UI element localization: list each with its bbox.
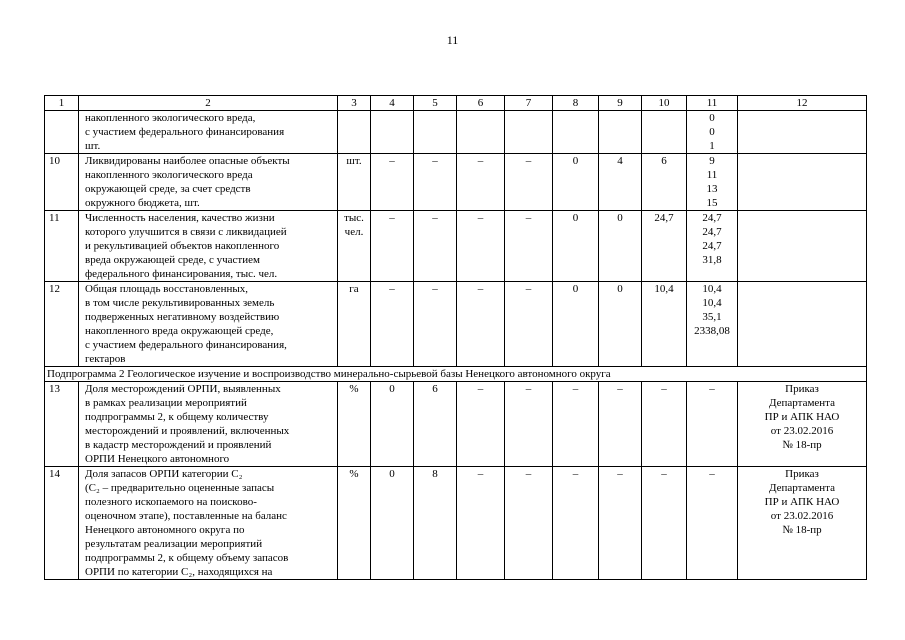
row-value: – xyxy=(505,382,553,467)
row-value: – xyxy=(371,282,414,367)
row-value: – xyxy=(505,467,553,580)
table-row xyxy=(45,282,867,367)
row-value: – xyxy=(599,382,642,467)
row-value-multi: 0 0 1 xyxy=(687,111,738,154)
row-description: Ликвидированы наиболее опасные объекты накопленного экологического вреда окружающей среде, за счет средств окружного бюджета, шт. xyxy=(79,154,338,211)
row-unit: % xyxy=(338,467,371,580)
row-source xyxy=(738,282,867,367)
row-description: накопленного экологического вреда, с участием федерального финансирования шт. xyxy=(79,111,338,154)
row-description: Доля месторождений ОРПИ, выявленных в рамках реализации мероприятий подпрограммы 2, к общему количеству месторождений и проявлений, включенных в кадастр месторождений и проявлений ОРПИ Ненецкого автономного xyxy=(79,382,338,467)
row-value xyxy=(371,111,414,154)
row-value: 10,4 xyxy=(642,282,687,367)
row-value: – xyxy=(553,382,599,467)
row-value: – xyxy=(414,282,457,367)
row-source: Приказ Департамента ПР и АПК НАО от 23.02.2016 № 18-пр xyxy=(738,467,867,580)
page-number: 11 xyxy=(446,33,459,47)
row-value: 24,7 xyxy=(642,211,687,282)
row-value xyxy=(505,111,553,154)
row-value: 4 xyxy=(599,154,642,211)
row-value: 0 xyxy=(553,211,599,282)
row-value xyxy=(457,111,505,154)
row-description: Численность населения, качество жизни которого улучшится в связи с ликвидацией и рекультивацией объектов накопленного вреда окружающей среде, с участием федерального финансирования, тыс. чел. xyxy=(79,211,338,282)
row-value: 0 xyxy=(553,154,599,211)
row-value: – xyxy=(414,154,457,211)
row-value: 0 xyxy=(599,211,642,282)
header-cell: 4 xyxy=(371,96,414,111)
table-row xyxy=(45,154,867,211)
row-value: – xyxy=(457,282,505,367)
header-cell: 12 xyxy=(738,96,867,111)
row-value: – xyxy=(371,211,414,282)
row-source xyxy=(738,154,867,211)
row-value xyxy=(553,111,599,154)
row-value: 0 xyxy=(599,282,642,367)
header-cell: 7 xyxy=(505,96,553,111)
header-cell: 9 xyxy=(599,96,642,111)
row-value-multi: 10,4 10,4 35,1 2338,08 xyxy=(687,282,738,367)
row-value: – xyxy=(553,467,599,580)
row-number xyxy=(45,111,79,154)
row-value: – xyxy=(457,211,505,282)
row-unit: % xyxy=(338,382,371,467)
row-value: – xyxy=(505,154,553,211)
row-description: Доля запасов ОРПИ категории С₂ (С₂ – предварительно оцененные запасы полезного ископаемого на поисково- оценочном этапе), поставленные на баланс Ненецкого автономного округа по результатам реализации мероприятий подпрограммы 2, к общему объему запасов ОРПИ по категории С₂, находящихся на xyxy=(79,467,338,580)
row-value: – xyxy=(642,382,687,467)
row-source xyxy=(738,111,867,154)
row-number: 11 xyxy=(45,211,79,282)
row-value xyxy=(642,111,687,154)
header-cell: 8 xyxy=(553,96,599,111)
row-number: 10 xyxy=(45,154,79,211)
row-description: Общая площадь восстановленных, в том числе рекультивированных земель подверженных негативному воздействию накопленного вреда окружающей среде, с участием федерального финансирования, гектаров xyxy=(79,282,338,367)
row-value: 0 xyxy=(371,467,414,580)
row-value-multi: 9 11 13 15 xyxy=(687,154,738,211)
header-cell: 3 xyxy=(338,96,371,111)
row-source: Приказ Департамента ПР и АПК НАО от 23.02.2016 № 18-пр xyxy=(738,382,867,467)
header-cell: 6 xyxy=(457,96,505,111)
row-number: 12 xyxy=(45,282,79,367)
row-unit: тыс. чел. xyxy=(338,211,371,282)
row-value: – xyxy=(687,467,738,580)
indicators-table xyxy=(44,95,867,580)
row-value: – xyxy=(457,382,505,467)
row-value: – xyxy=(371,154,414,211)
row-value: – xyxy=(457,467,505,580)
row-value-multi: 24,7 24,7 24,7 31,8 xyxy=(687,211,738,282)
row-value: – xyxy=(414,211,457,282)
header-cell: 10 xyxy=(642,96,687,111)
row-unit: га xyxy=(338,282,371,367)
row-value: 0 xyxy=(371,382,414,467)
header-cell: 5 xyxy=(414,96,457,111)
row-value: – xyxy=(505,211,553,282)
row-value xyxy=(599,111,642,154)
table-header-row xyxy=(45,96,867,111)
row-value: 6 xyxy=(414,382,457,467)
row-value: 6 xyxy=(642,154,687,211)
row-source xyxy=(738,211,867,282)
row-unit: шт. xyxy=(338,154,371,211)
header-cell: 11 xyxy=(687,96,738,111)
header-cell: 2 xyxy=(79,96,338,111)
row-value: 8 xyxy=(414,467,457,580)
row-value: – xyxy=(505,282,553,367)
row-number: 13 xyxy=(45,382,79,467)
table-row xyxy=(45,211,867,282)
table-row xyxy=(45,111,867,154)
subprogram-title: Подпрограмма 2 Геологическое изучение и воспроизводство минерально-сырьевой базы Ненецкого автономного округа xyxy=(45,367,867,382)
row-value: – xyxy=(642,467,687,580)
row-value: – xyxy=(599,467,642,580)
row-number: 14 xyxy=(45,467,79,580)
table-row xyxy=(45,467,867,580)
row-value: – xyxy=(457,154,505,211)
row-value: – xyxy=(687,382,738,467)
row-unit xyxy=(338,111,371,154)
header-cell: 1 xyxy=(45,96,79,111)
table-row xyxy=(45,382,867,467)
subprogram-row xyxy=(45,367,867,382)
row-value: 0 xyxy=(553,282,599,367)
row-value xyxy=(414,111,457,154)
